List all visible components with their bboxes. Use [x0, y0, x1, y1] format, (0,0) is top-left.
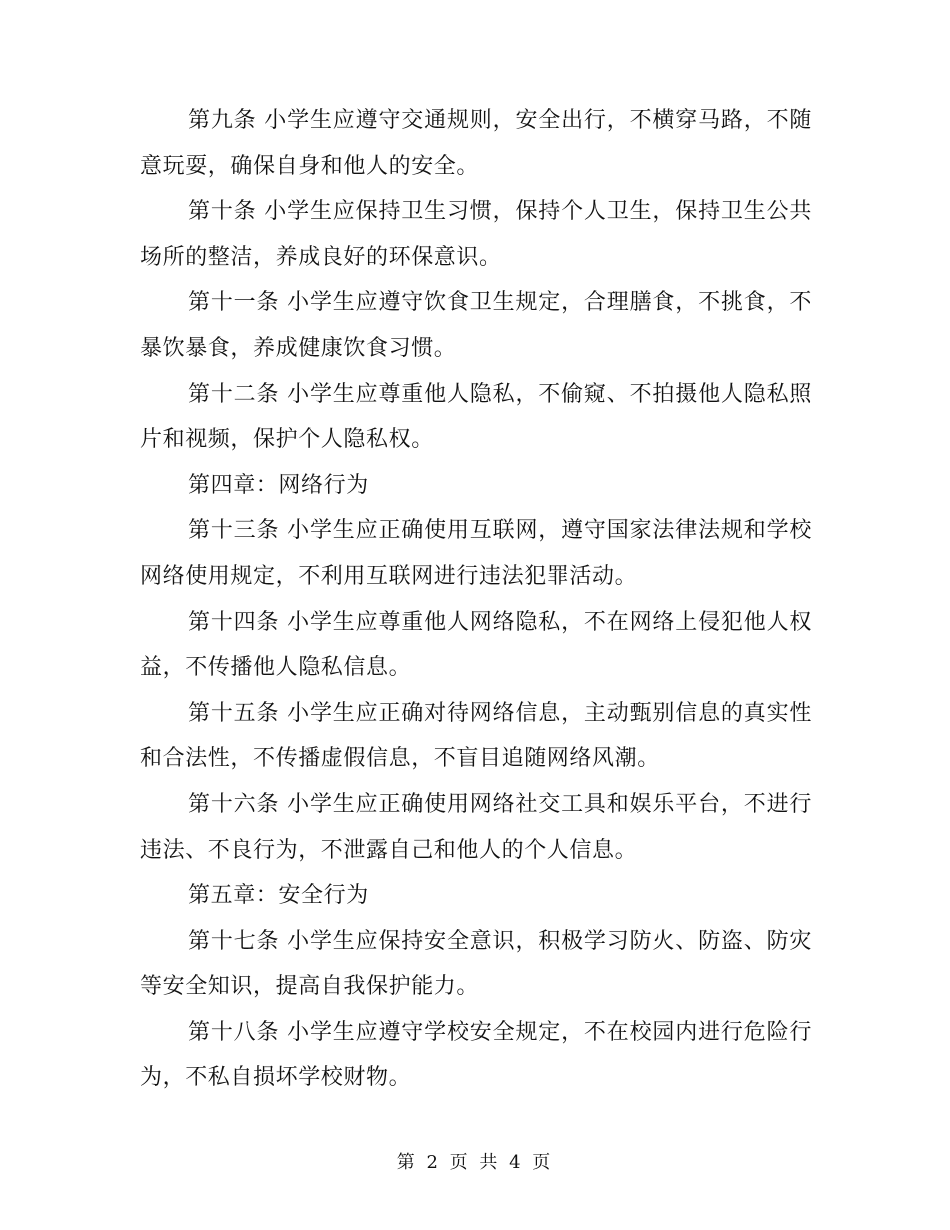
- article-15: 第十五条 小学生应正确对待网络信息，主动甄别信息的真实性和合法性，不传播虚假信息，不盲目追随网络风潮。: [140, 700, 812, 772]
- article-18: 第十八条 小学生应遵守学校安全规定，不在校园内进行危险行为，不私自损坏学校财物。: [140, 1019, 812, 1091]
- page-footer: 第 2 页 共 4 页: [396, 1152, 554, 1173]
- article-12: 第十二条 小学生应尊重他人隐私，不偷窥、不拍摄他人隐私照片和视频，保护个人隐私权。: [140, 381, 812, 453]
- article-16: 第十六条 小学生应正确使用网络社交工具和娱乐平台，不进行违法、不良行为，不泄露自己和他人的个人信息。: [140, 791, 812, 863]
- article-10: 第十条 小学生应保持卫生习惯，保持个人卫生，保持卫生公共场所的整洁，养成良好的环保意识。: [140, 199, 812, 270]
- article-13: 第十三条 小学生应正确使用互联网，遵守国家法律法规和学校网络使用规定，不利用互联网进行违法犯罪活动。: [140, 518, 812, 589]
- chapter-4-heading: 第四章：网络行为: [188, 472, 369, 498]
- document-body: [140, 98, 812, 1101]
- article-9: 第九条 小学生应遵守交通规则，安全出行，不横穿马路，不随意玩耍，确保自身和他人的安全。: [140, 108, 812, 179]
- chapter-5-heading: 第五章：安全行为: [188, 883, 369, 909]
- article-11: 第十一条 小学生应遵守饮食卫生规定，合理膳食，不挑食，不暴饮暴食，养成健康饮食习惯。: [140, 290, 812, 361]
- article-14: 第十四条 小学生应尊重他人网络隐私，不在网络上侵犯他人权益，不传播他人隐私信息。: [140, 609, 812, 681]
- article-17: 第十七条 小学生应保持安全意识，积极学习防火、防盗、防灾等安全知识，提高自我保护能力。: [140, 928, 812, 1000]
